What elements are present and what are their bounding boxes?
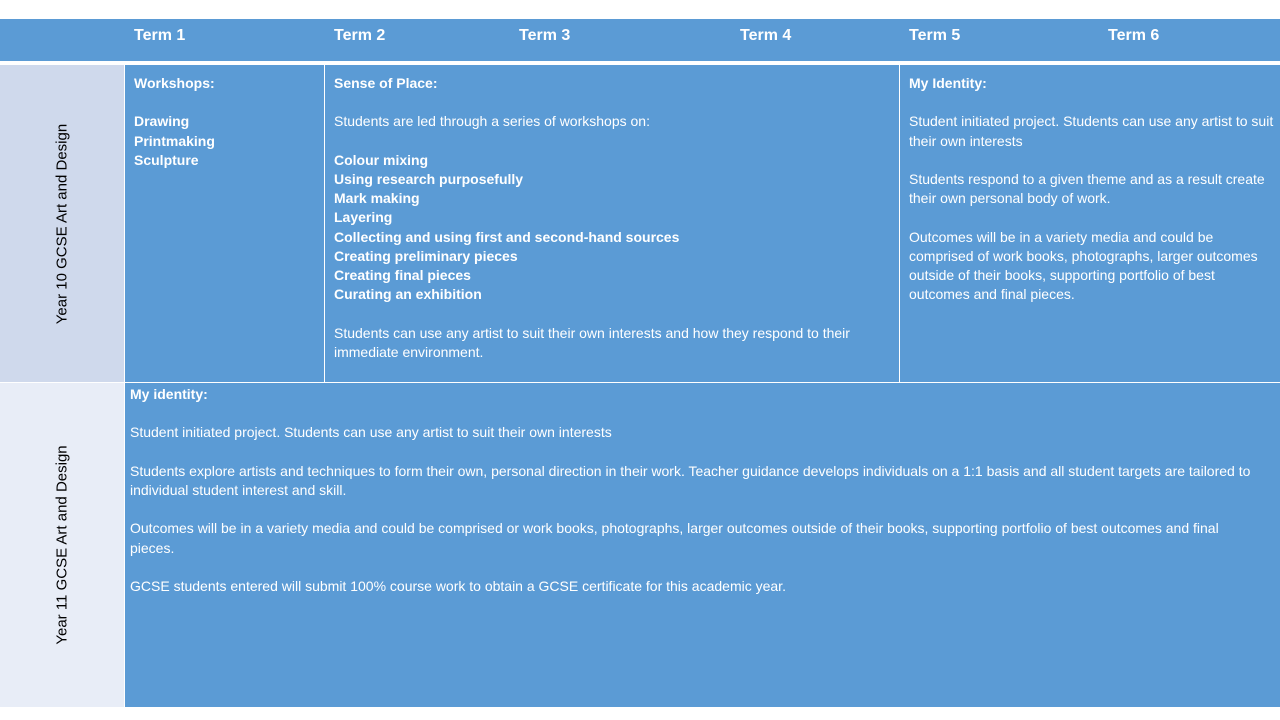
year10-term1-cell xyxy=(125,65,324,382)
year11-content-cell xyxy=(125,383,1280,707)
header-term-2: Term 2 xyxy=(325,19,509,61)
year10-term1-title: Workshops: xyxy=(134,75,215,91)
year10-term5-6-paragraph: Outcomes will be in a variety media and could be comprised of work books, photographs, larger outcomes outside of their books, supporting portfolio of best outcomes and final pieces. xyxy=(909,228,1258,303)
year10-workshop-item: Colour mixing xyxy=(334,151,429,168)
header-term-6: Term 6 xyxy=(1099,19,1280,61)
year10-workshop-item: Creating preliminary pieces xyxy=(334,247,518,264)
year11-row-label: Year 11 GCSE Art and Design xyxy=(53,445,71,645)
year10-workshop-item: Layering xyxy=(334,209,393,226)
year10-term2-4-cell xyxy=(325,65,899,382)
year10-row-label-cell xyxy=(0,65,124,382)
year10-term5-6-cell xyxy=(900,65,1280,382)
header-term-3: Term 3 xyxy=(510,19,730,61)
year11-row-label-cell xyxy=(0,383,124,707)
year10-workshop-item: Mark making xyxy=(334,190,420,207)
year10-workshop-item: Collecting and using first and second-hand sources xyxy=(334,228,680,245)
year11-paragraph: Outcomes will be in a variety media and could be comprised or work books, photographs, larger outcomes outside of their books, supporting portfolio of best outcomes and final pieces. xyxy=(130,520,1219,556)
year10-workshop-item: Curating an exhibition xyxy=(334,286,482,303)
year11-paragraph: GCSE students entered will submit 100% course work to obtain a GCSE certificate for this academic year. xyxy=(130,577,786,594)
header-divider xyxy=(0,61,1280,65)
year10-term1-item: Drawing xyxy=(134,113,190,130)
year10-term5-6-paragraph: Student initiated project. Students can use any artist to suit their own interests xyxy=(909,113,1274,149)
year10-term5-6-title: My Identity: xyxy=(909,75,987,91)
year10-workshop-item: Creating final pieces xyxy=(334,267,471,283)
year10-term2-4-closing: Students can use any artist to suit their own interests and how they respond to their immediate environment. xyxy=(334,324,850,360)
year10-workshop-item: Using research purposefully xyxy=(334,170,524,187)
header-term-5: Term 5 xyxy=(900,19,1098,61)
year11-paragraph: Students explore artists and techniques to form their own, personal direction in their work. Teacher guidance develops individuals on a 1:1 basis and all student targets are tailored to individual student interest and skill. xyxy=(130,462,1251,498)
year10-term5-6-paragraph: Students respond to a given theme and as a result create their own personal body of work. xyxy=(909,170,1265,207)
year10-term2-4-title: Sense of Place: xyxy=(334,75,438,91)
year10-term2-4-intro: Students are led through a series of workshops on: xyxy=(334,113,650,130)
year11-paragraph: Student initiated project. Students can use any artist to suit their own interests xyxy=(130,424,612,441)
year10-term1-item: Printmaking xyxy=(134,132,215,149)
header-term-4: Term 4 xyxy=(731,19,899,61)
year10-row-label: Year 10 GCSE Art and Design xyxy=(53,123,71,324)
header-term-1: Term 1 xyxy=(125,19,324,61)
row-divider xyxy=(0,382,1280,383)
year11-title: My identity: xyxy=(130,386,208,402)
year10-term1-item: Sculpture xyxy=(134,151,199,168)
